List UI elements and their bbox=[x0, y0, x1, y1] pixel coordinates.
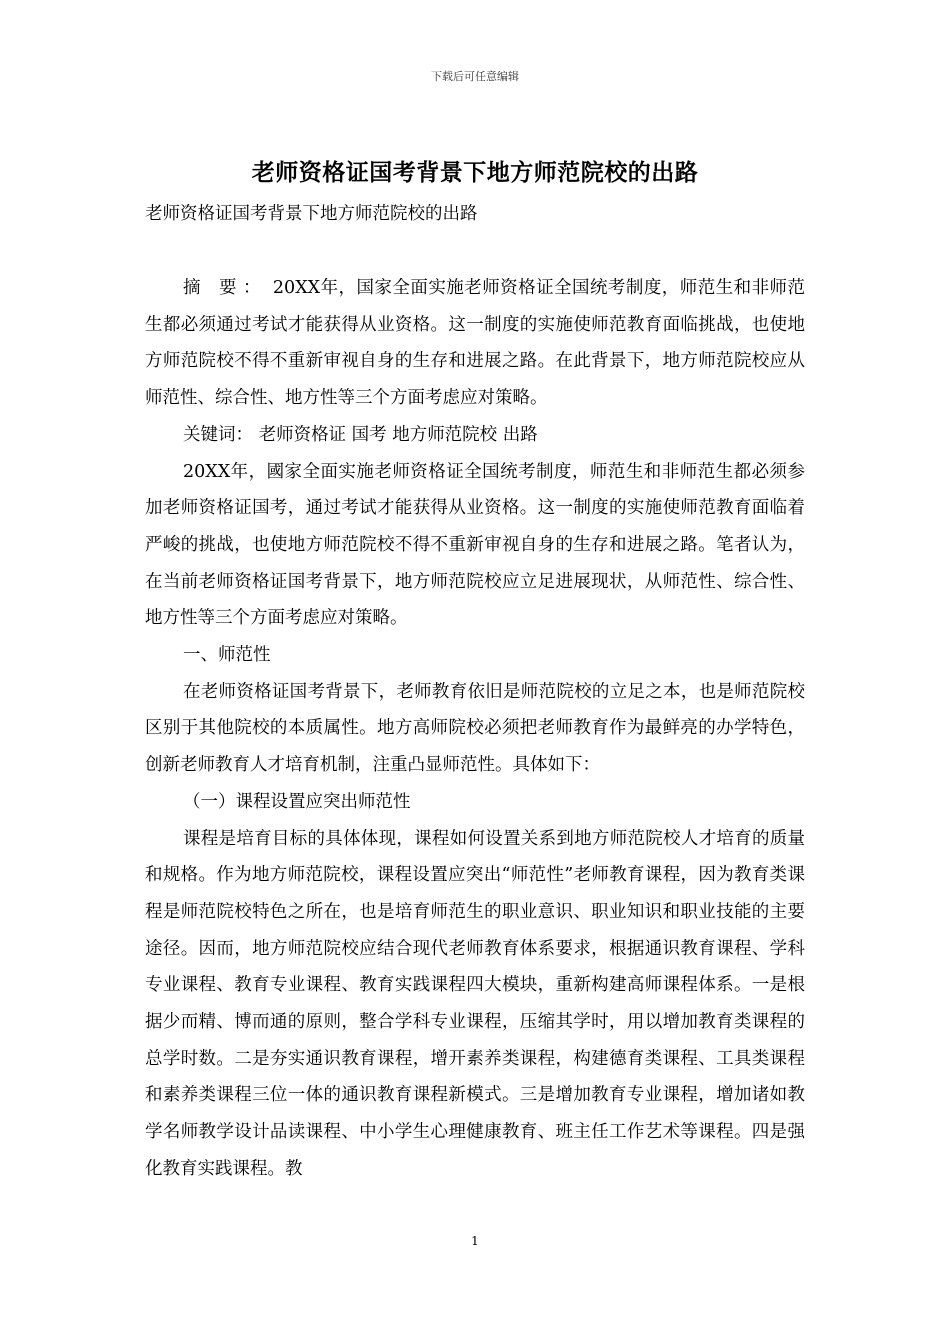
body-paragraph: 课程是培育目标的具体体现，课程如何设置关系到地方师范院校人才培育的质量和规格。作为地方师范院校，课程设置应突出“师范性”老师教育课程，因为教育类课程是师范院校特色之所在，也是培育师范生的职业意识、职业知识和职业技能的主要途径。因而，地方师范院校应结合现代老师教育体系要求，根据通识教育课程、学科专业课程、教育专业课程、教育实践课程四大模块，重新构建高师课程体系。一是根据少而精、博而通的原则，整合学科专业课程，压缩其学时，用以增加教育类课程的总学时数。二是夯实通识教育课程，增开素养类课程，构建德育类课程、工具类课程和素养类课程三位一体的通识教育课程新模式。三是增加教育专业课程，增加诸如教学名师教学设计品读课程、中小学生心理健康教育、班主任工作艺术等课程。四是强化教育实践课程。教 bbox=[145, 828, 805, 1179]
document-title: 老师资格证国考背景下地方师范院校的出路 bbox=[251, 159, 699, 186]
section-heading: 一、师范性 bbox=[183, 645, 271, 666]
body-paragraph: 20XX年，國家全面实施老师资格证全国统考制度，师范生和非师范生都必须参加老师资格证国考，通过考试才能获得从业资格。这一制度的实施使师范教育面临着严峻的挑战，也使地方师范院校不得不重新审视自身的生存和进展之路。笔者认为，在当前老师资格证国考背景下，地方师范院校应立足进展现状，从师范性、综合性、地方性等三个方面考虑应对策略。 bbox=[145, 461, 805, 629]
page-number: 1 bbox=[471, 1234, 479, 1248]
abstract-paragraph bbox=[145, 270, 805, 417]
abstract-label: 摘 要： bbox=[183, 278, 267, 298]
document-subtitle: 老师资格证国考背景下地方师范院校的出路 bbox=[145, 204, 478, 224]
abstract-text: 20XX年，国家全面实施老师资格证全国统考制度，师范生和非师范生都必须通过考试才能获得从业资格。这一制度的实施使师范教育面临挑战，也使地方师范院校不得不重新审视自身的生存和进展之路。在此背景下，地方师范院校应从师范性、综合性、地方性等三个方面考虑应对策略。 bbox=[145, 278, 805, 409]
body-paragraph: 在老师资格证国考背景下，老师教育依旧是师范院校的立足之本，也是师范院校区别于其他院校的本质属性。地方高师院校必须把老师教育作为最鲜亮的办学特色，创新老师教育人才培育机制，注重凸显师范性。具体如下： bbox=[145, 681, 805, 776]
keywords-paragraph bbox=[145, 417, 805, 454]
subsection-heading: （一）课程设置应突出师范性 bbox=[183, 791, 411, 812]
header-note: 下载后可任意编辑 bbox=[431, 70, 519, 83]
keywords-label: 关键词： bbox=[183, 424, 253, 445]
document-body bbox=[145, 270, 805, 1188]
keywords-text: 老师资格证 国考 地方师范院校 出路 bbox=[253, 424, 538, 445]
